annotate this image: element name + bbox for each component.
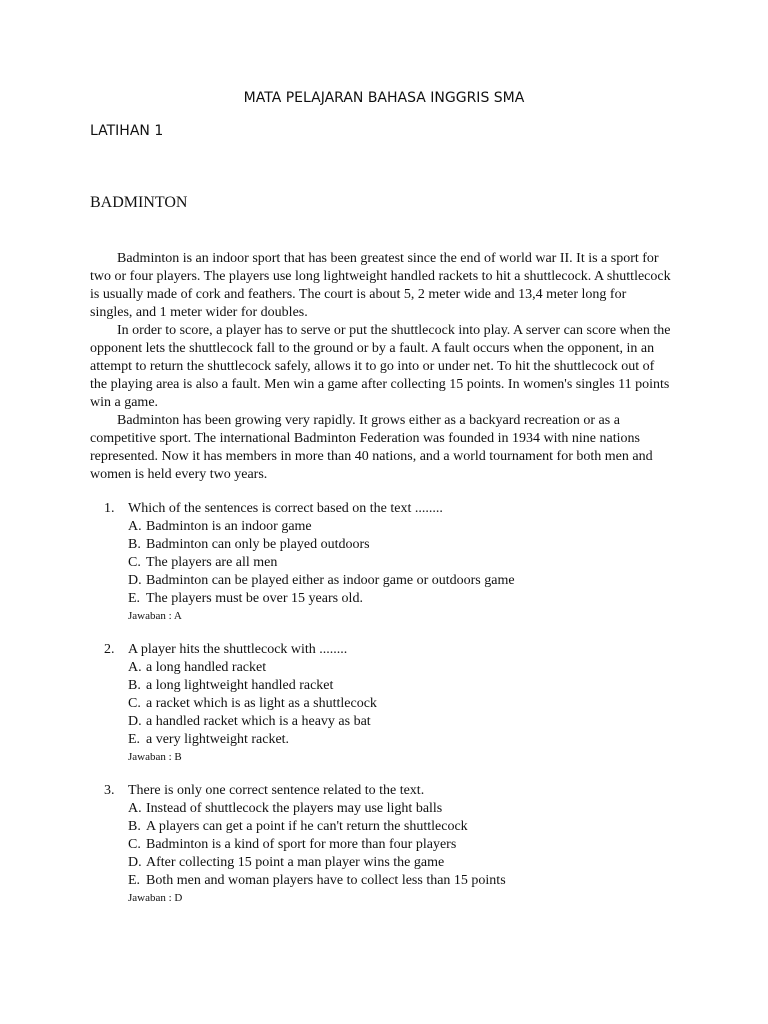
answer-option xyxy=(128,518,684,536)
answer-option xyxy=(128,695,684,713)
option-letter: D. xyxy=(128,714,142,729)
answer-option xyxy=(128,872,684,890)
question-text: There is only one correct sentence related to the text. xyxy=(128,783,425,798)
answer-key: Jawaban : A xyxy=(128,610,182,622)
option-letter: A. xyxy=(128,801,142,816)
question-number: 3. xyxy=(104,783,115,798)
option-text: Badminton can be played either as indoor game or outdoors game xyxy=(146,573,515,588)
option-text: Both men and woman players have to collect less than 15 points xyxy=(146,873,506,888)
passage-paragraph: In order to score, a player has to serve or put the shuttlecock into play. A server can score when the opponent lets the shuttlecock fall to the ground or by a fault. A fault occurs when the opponent, in an attempt to return the shuttlecock safely, allows it to go into or under net. To hit the shuttlecock out of the playing area is also a fault. Men win a game after collecting 15 points. In women's singles 11 points win a game. xyxy=(90,323,671,410)
option-letter: D. xyxy=(128,573,142,588)
question-item xyxy=(104,782,684,906)
answer-key: Jawaban : B xyxy=(128,751,182,763)
option-letter: C. xyxy=(128,555,141,570)
exercise-label: LATIHAN 1 xyxy=(90,123,164,139)
passage-paragraph: Badminton has been growing very rapidly. It grows either as a backyard recreation or as a competitive sport. The international Badminton Federation was founded in 1934 with nine nations represented. Now it has members in more than 40 nations, and a world tournament for both men and women is held every two years. xyxy=(90,413,653,482)
question-stem xyxy=(104,641,684,659)
answer-option xyxy=(128,818,684,836)
question-text: A player hits the shuttlecock with ........ xyxy=(128,642,348,657)
answer-option xyxy=(128,836,684,854)
answer-option xyxy=(128,536,684,554)
answer-option xyxy=(128,677,684,695)
option-text: After collecting 15 point a man player wins the game xyxy=(146,855,445,870)
option-letter: A. xyxy=(128,660,142,675)
answer-option xyxy=(128,554,684,572)
question-text: Which of the sentences is correct based on the text ........ xyxy=(128,501,443,516)
option-letter: B. xyxy=(128,678,141,693)
document-title: MATA PELAJARAN BAHASA INGGRIS SMA xyxy=(243,90,525,106)
option-text: The players must be over 15 years old. xyxy=(146,591,363,606)
question-item xyxy=(104,641,684,765)
option-text: a handled racket which is a heavy as bat xyxy=(146,714,371,729)
option-letter: E. xyxy=(128,732,141,747)
option-letter: B. xyxy=(128,819,141,834)
option-text: The players are all men xyxy=(146,555,278,570)
question-stem xyxy=(104,500,684,518)
option-list xyxy=(104,659,684,749)
option-text: Badminton can only be played outdoors xyxy=(146,537,370,552)
reading-passage xyxy=(90,250,672,484)
answer-option xyxy=(128,713,684,731)
option-text: a very lightweight racket. xyxy=(146,732,290,747)
option-text: Badminton is a kind of sport for more than four players xyxy=(146,837,457,852)
question-item xyxy=(104,500,684,624)
passage-heading: BADMINTON xyxy=(90,194,188,211)
option-list xyxy=(104,518,684,608)
question-number: 2. xyxy=(104,642,115,657)
question-number: 1. xyxy=(104,501,115,516)
option-letter: E. xyxy=(128,591,141,606)
option-letter: C. xyxy=(128,837,141,852)
option-text: a racket which is as light as a shuttlecock xyxy=(146,696,377,711)
answer-option xyxy=(128,659,684,677)
option-text: Instead of shuttlecock the players may use light balls xyxy=(146,801,443,816)
passage-paragraph: Badminton is an indoor sport that has been greatest since the end of world war II. It is a sport for two or four players. The players use long lightweight handled rackets to hit a shuttlecock. A shuttlecock is usually made of cork and feathers. The court is about 5, 2 meter wide and 13,4 meter long for singles, and 1 meter wider for doubles. xyxy=(90,251,671,320)
option-list xyxy=(104,800,684,890)
option-text: A players can get a point if he can't return the shuttlecock xyxy=(146,819,468,834)
option-letter: B. xyxy=(128,537,141,552)
question-stem xyxy=(104,782,684,800)
option-text: a long lightweight handled racket xyxy=(146,678,334,693)
option-letter: D. xyxy=(128,855,142,870)
question-list xyxy=(104,500,684,923)
answer-option xyxy=(128,590,684,608)
option-text: Badminton is an indoor game xyxy=(146,519,312,534)
answer-option xyxy=(128,800,684,818)
answer-option xyxy=(128,854,684,872)
option-letter: A. xyxy=(128,519,142,534)
option-letter: E. xyxy=(128,873,141,888)
answer-option xyxy=(128,572,684,590)
answer-key: Jawaban : D xyxy=(128,892,183,904)
option-text: a long handled racket xyxy=(146,660,267,675)
answer-option xyxy=(128,731,684,749)
option-letter: C. xyxy=(128,696,141,711)
